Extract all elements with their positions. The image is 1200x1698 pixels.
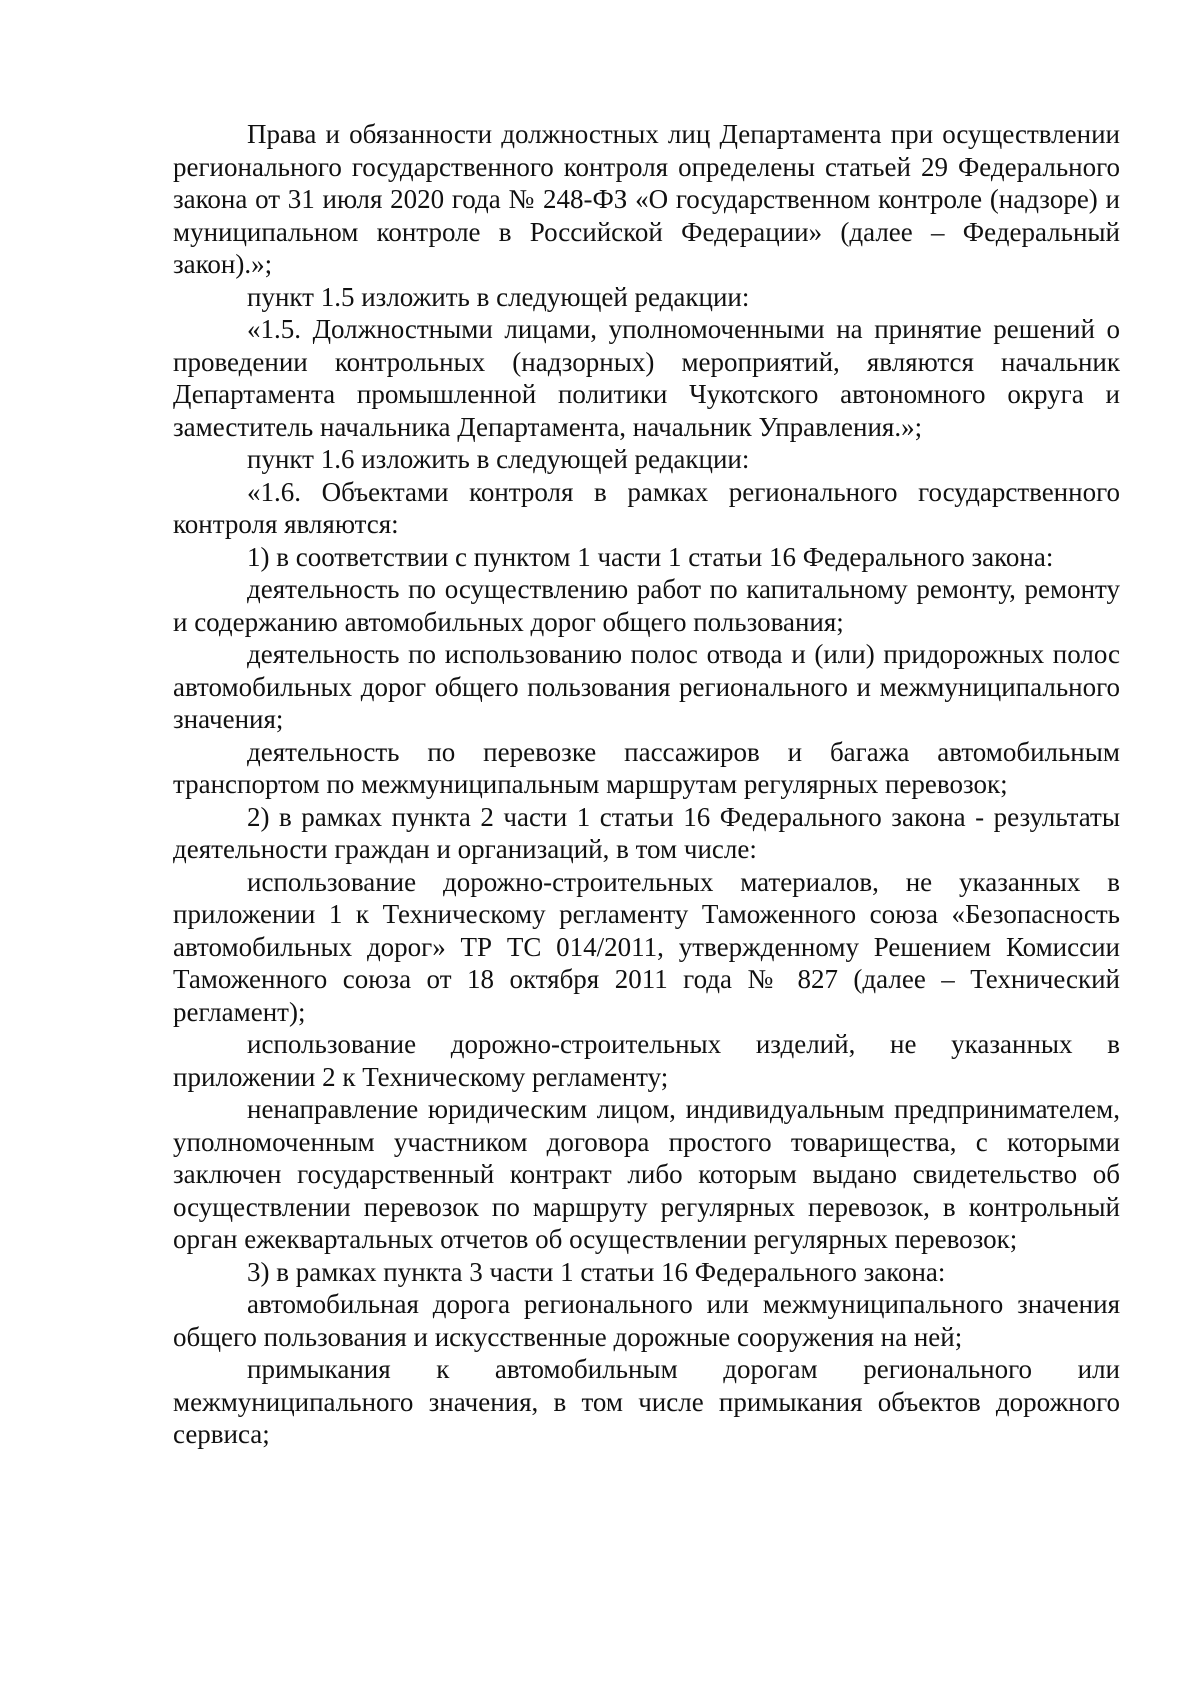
paragraph-products-use: использование дорожно-строительных изделий, не указанных в приложении 2 к Техническому регламенту; bbox=[173, 1029, 1120, 1092]
paragraph-reports-nonsubmission: ненаправление юридическим лицом, индивидуальным предпринимателем, уполномоченным участником договора простого товарищества, с которыми заключен государственный контракт либо которым выдано свидетельство об осуществлении перевозок по маршруту регулярных перевозок, в контрольный орган ежеквартальных отчетов об осуществлении регулярных перевозок; bbox=[173, 1094, 1120, 1254]
paragraph-item-2: 2) в рамках пункта 2 части 1 статьи 16 Федерального закона - результаты деятельности граждан и организаций, в том числе: bbox=[173, 801, 1120, 864]
paragraph-materials-use: использование дорожно-строительных материалов, не указанных в приложении 1 к Техническому регламенту Таможенного союза «Безопасность автомобильных дорог» ТР ТС 014/2011, утвержденному Решением Комиссии Таможенного союза от 18 октября 2011 года № 827 (далее – Технический регламент); bbox=[173, 866, 1120, 1027]
paragraph-item-3: 3) в рамках пункта 3 части 1 статьи 16 Федерального закона: bbox=[247, 1256, 946, 1287]
paragraph-amend-1-6: пункт 1.6 изложить в следующей редакции: bbox=[247, 444, 750, 474]
paragraph-right-of-way-activity: деятельность по использованию полос отвода и (или) придорожных полос автомобильных дорог общего пользования регионального и межмуниципального значения; bbox=[173, 639, 1120, 734]
paragraph-passenger-transport: деятельность по перевозке пассажиров и багажа автомобильным транспортом по межмуниципальным маршрутам регулярных перевозок; bbox=[173, 736, 1120, 799]
document-body bbox=[173, 118, 1120, 1451]
paragraph-repair-activity: деятельность по осуществлению работ по капитальному ремонту, ремонту и содержанию автомобильных дорог общего пользования; bbox=[173, 574, 1120, 637]
paragraph-inspector-rights: Права и обязанности должностных лиц Департамента при осуществлении регионального государственного контроля определены статьей 29 Федерального закона от 31 июля 2020 года № 248-ФЗ «О государственном контроле (надзоре) и муниципальном контроле в Российской Федерации» (далее – Федеральный закон).»; bbox=[173, 119, 1120, 279]
paragraph-clause-1-6: «1.6. Объектами контроля в рамках регионального государственного контроля являются: bbox=[173, 476, 1120, 539]
paragraph-clause-1-5: «1.5. Должностными лицами, уполномоченными на принятие решений о проведении контрольных (надзорных) мероприятий, являются начальник Департамента промышленной политики Чукотского автономного округа и заместитель начальника Департамента, начальник Управления.»; bbox=[173, 314, 1120, 442]
paragraph-item-1: 1) в соответствии с пунктом 1 части 1 статьи 16 Федерального закона: bbox=[247, 541, 1054, 572]
paragraph-road-junctions: примыкания к автомобильным дорогам регионального или межмуниципального значения, в том числе примыкания объектов дорожного сервиса; bbox=[173, 1354, 1120, 1449]
paragraph-amend-1-5: пункт 1.5 изложить в следующей редакции: bbox=[247, 281, 750, 312]
paragraph-road-structures: автомобильная дорога регионального или межмуниципального значения общего пользования и искусственные дорожные сооружения на ней; bbox=[173, 1289, 1120, 1352]
